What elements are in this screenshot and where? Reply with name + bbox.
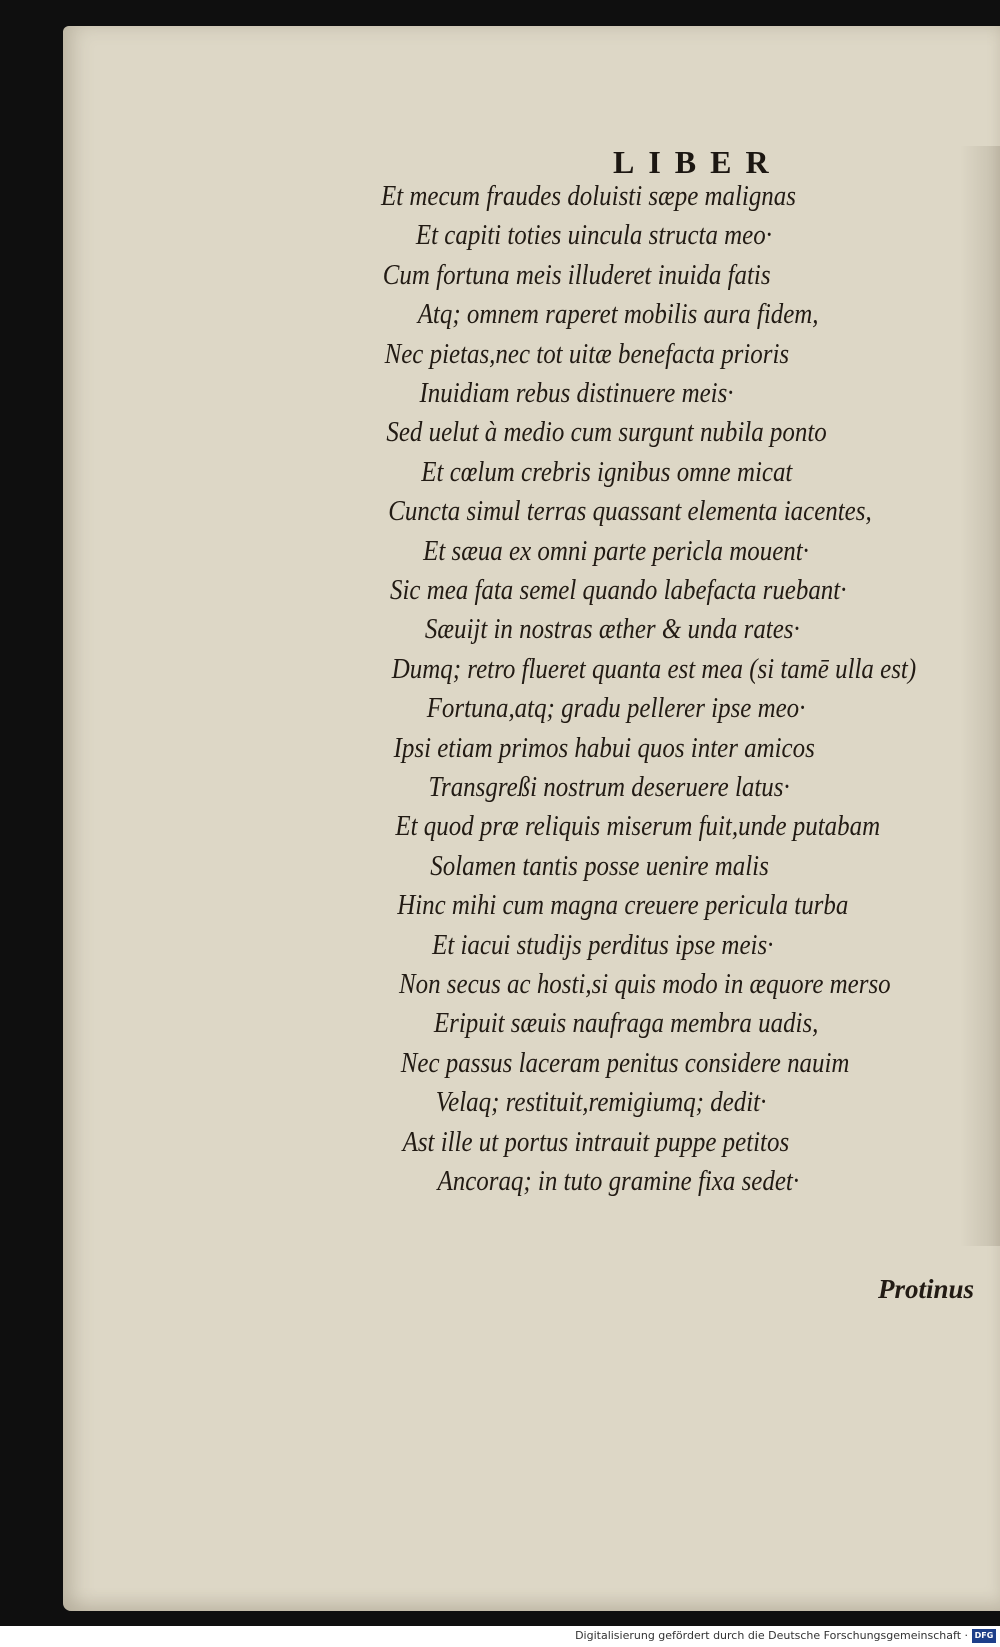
digitization-footer	[0, 1626, 1000, 1647]
verse-line: Non secus ac hosti,si quis modo in æquore merso	[398, 968, 891, 1000]
verse-line: Et capiti toties uincula structa meo·	[415, 219, 772, 252]
verse-line: Cum fortuna meis illuderet inuida fatis	[382, 258, 771, 291]
verse-line: Ast ille ut portus intrauit puppe petitos	[402, 1125, 790, 1158]
verse-line: Solamen tantis posse uenire malis	[430, 849, 769, 882]
verse-line: Et sæua ex omni parte pericla mouent·	[423, 534, 809, 567]
verse-line: Ipsi etiam primos habui quos inter amicos	[393, 731, 815, 764]
verse-line: Fortuna,atq; gradu pellerer ipse meo·	[426, 692, 806, 725]
dfg-logo: DFG	[972, 1629, 996, 1643]
verse-line: Cuncta simul terras quassant elementa iacentes,	[388, 495, 872, 528]
verse-line: Sed uelut à medio cum surgunt nubila ponto	[386, 416, 827, 449]
catchword: Protinus	[878, 1274, 975, 1304]
verse-line: Sic mea fata semel quando labefacta ruebant·	[389, 574, 847, 606]
book-page	[63, 26, 1000, 1611]
verse-line: Eripuit sæuis naufraga membra uadis,	[433, 1007, 819, 1040]
verse-line: Et cœlum crebris ignibus omne micat	[421, 455, 793, 488]
verse-line: Inuidiam rebus distinuere meis·	[419, 377, 734, 409]
verse-line: Ancoraq; in tuto gramine fixa sedet·	[437, 1165, 800, 1197]
verse-line: Et quod præ reliquis miserum fuit,unde putabam	[395, 810, 881, 843]
verse-line: Nec pietas,nec tot uitæ benefacta prioris	[384, 337, 790, 370]
verse-line: Velaq; restituit,remigiumq; dedit·	[435, 1086, 767, 1119]
verse-line: Et mecum fraudes doluisti sæpe malignas	[380, 180, 796, 212]
verse-line: Sæuijt in nostras æther & unda rates·	[424, 613, 800, 646]
footer-credit: Digitalisierung gefördert durch die Deutsche Forschungsgemeinschaft ·	[575, 1629, 968, 1642]
running-header: LIBER	[613, 144, 783, 180]
verse-line: Et iacui studijs perditus ipse meis·	[432, 928, 774, 961]
verse-line: Dumq; retro flueret quanta est mea (si tamē ulla est)	[391, 652, 917, 685]
verse-line: Nec passus laceram penitus considere nauim	[400, 1046, 850, 1079]
verse-line: Atq; omnem raperet mobilis aura fidem,	[417, 298, 819, 331]
verse-line: Hinc mihi cum magna creuere pericula turba	[397, 889, 849, 922]
verse-line: Transgreßi nostrum deseruere latus·	[428, 771, 790, 803]
